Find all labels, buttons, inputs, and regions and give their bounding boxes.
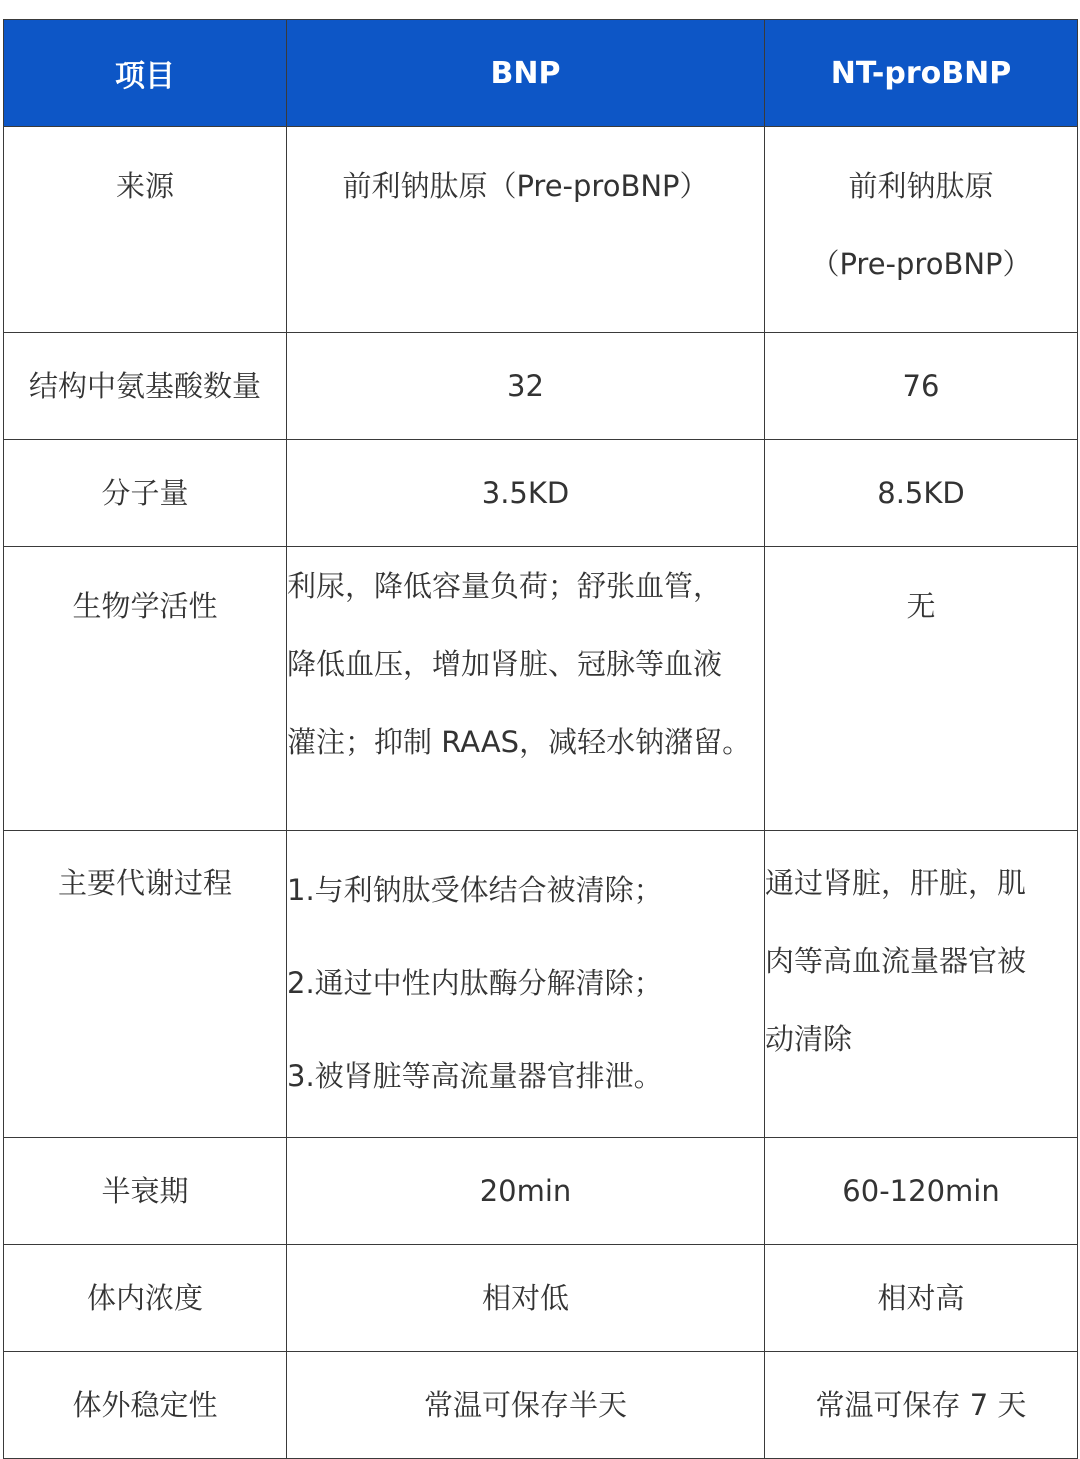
cell-nt-amino: 76 xyxy=(765,333,1078,440)
table-row xyxy=(4,127,1078,333)
cell-text-line: 利尿，降低容量负荷；舒张血管， xyxy=(287,569,723,603)
cell-bnp-mw: 3.5KD xyxy=(287,440,765,547)
cell-text: 无 xyxy=(906,589,936,623)
cell-bnp-amino: 32 xyxy=(287,333,765,440)
row-label-half: 半衰期 xyxy=(4,1138,287,1245)
cell-nt-half: 60-120min xyxy=(765,1138,1078,1245)
cell-text-line: 1.与利钠肽受体结合被清除； xyxy=(287,873,663,907)
row-label-metab xyxy=(4,831,287,1138)
cell-bnp-half: 20min xyxy=(287,1138,765,1245)
cell-nt-conc: 相对高 xyxy=(765,1245,1078,1352)
cell-nt-source xyxy=(765,127,1078,333)
cell-nt-stab: 常温可保存 7 天 xyxy=(765,1352,1078,1459)
cell-text-line: 通过肾脏，肝脏，肌 xyxy=(765,866,1027,900)
cell-bnp-metab xyxy=(287,831,765,1138)
cell-nt-bio xyxy=(765,547,1078,831)
cell-bnp-source xyxy=(287,127,765,333)
cell-text-line: 3.被肾脏等高流量器官排泄。 xyxy=(287,1059,663,1093)
table-row xyxy=(4,1352,1078,1459)
table-row xyxy=(4,547,1078,831)
table-header xyxy=(4,20,1078,127)
row-label-source xyxy=(4,127,287,333)
comparison-table xyxy=(3,19,1078,1459)
cell-text-line: （Pre-proBNP） xyxy=(810,247,1032,281)
label-text: 生物学活性 xyxy=(72,589,218,623)
cell-text-line: 动清除 xyxy=(765,1022,853,1056)
cell-nt-metab xyxy=(765,831,1078,1138)
cell-text-line: 前利钠肽原 xyxy=(848,169,994,203)
row-label-bio xyxy=(4,547,287,831)
header-bnp: BNP xyxy=(287,20,765,127)
cell-bnp-bio xyxy=(287,547,765,831)
cell-bnp-conc: 相对低 xyxy=(287,1245,765,1352)
row-label-stab: 体外稳定性 xyxy=(4,1352,287,1459)
cell-text: 前利钠肽原（Pre-proBNP） xyxy=(342,169,709,203)
table-row xyxy=(4,333,1078,440)
label-text: 来源 xyxy=(115,169,174,203)
cell-text-line: 灌注；抑制 RAAS，减轻水钠潴留。 xyxy=(287,725,752,759)
header-ntprobnp: NT-proBNP xyxy=(765,20,1078,127)
row-label-amino: 结构中氨基酸数量 xyxy=(4,333,287,440)
cell-text-line: 降低血压，增加肾脏、冠脉等血液 xyxy=(287,647,723,681)
row-label-mw: 分子量 xyxy=(4,440,287,547)
label-text: 主要代谢过程 xyxy=(57,866,232,900)
table-body xyxy=(4,127,1078,1459)
cell-nt-mw: 8.5KD xyxy=(765,440,1078,547)
table-row xyxy=(4,440,1078,547)
header-row xyxy=(4,20,1078,127)
cell-bnp-stab: 常温可保存半天 xyxy=(287,1352,765,1459)
table-row xyxy=(4,1138,1078,1245)
cell-text-line: 肉等高血流量器官被 xyxy=(765,944,1027,978)
header-item: 项目 xyxy=(4,20,287,127)
cell-text-line: 2.通过中性内肽酶分解清除； xyxy=(287,966,663,1000)
table-row xyxy=(4,831,1078,1138)
row-label-conc: 体内浓度 xyxy=(4,1245,287,1352)
table-row xyxy=(4,1245,1078,1352)
